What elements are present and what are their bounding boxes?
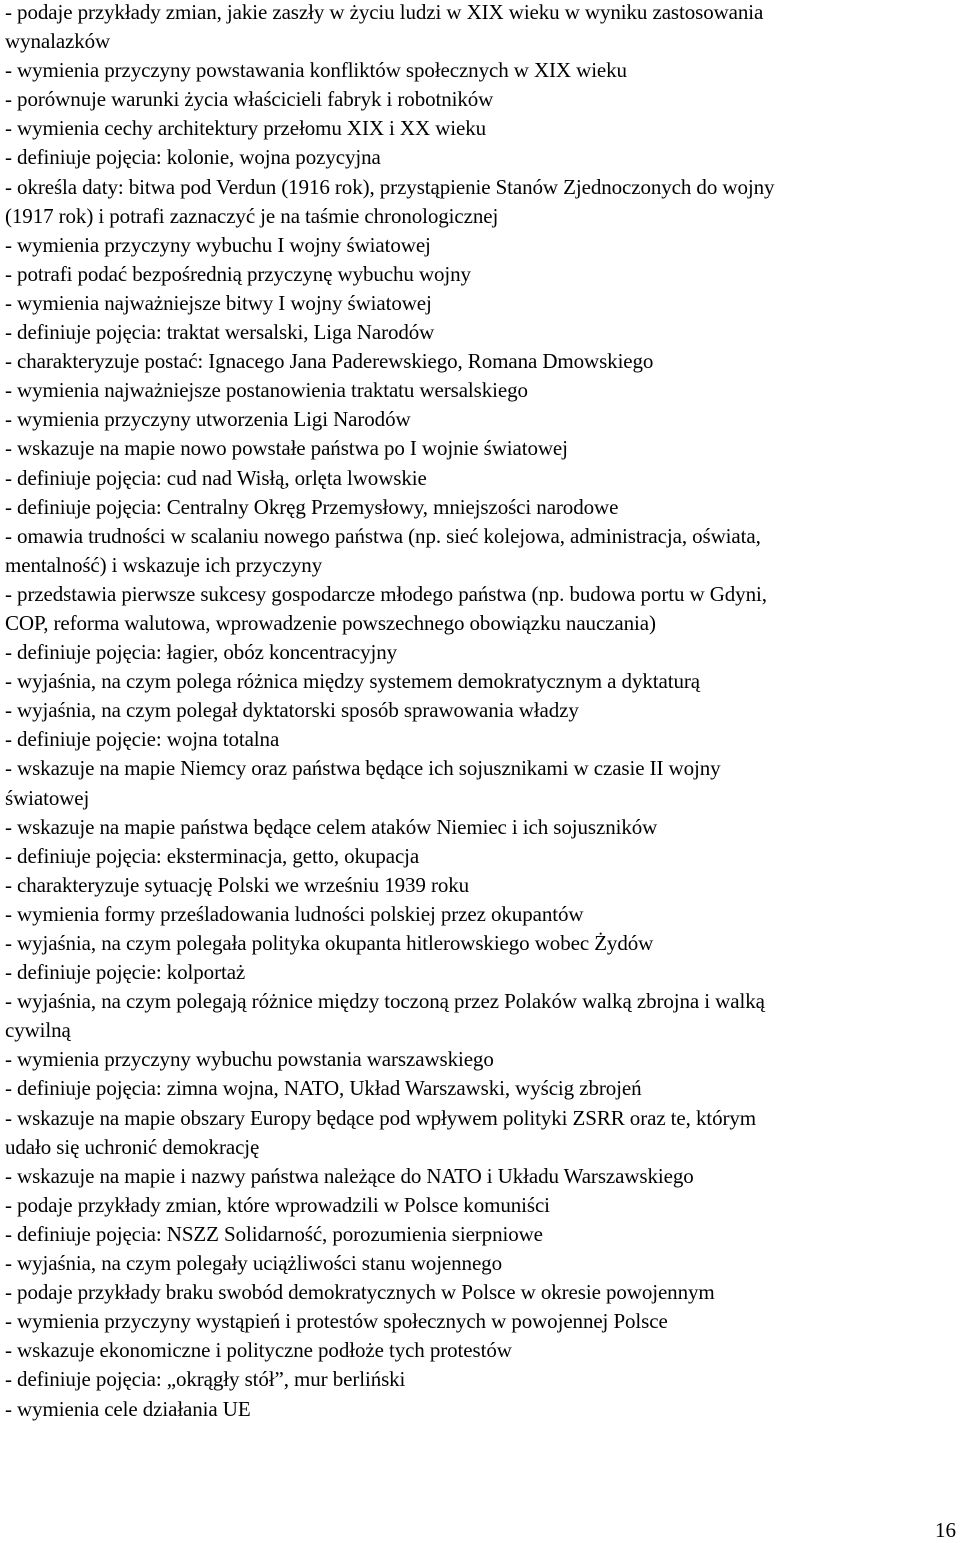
list-line: - wymienia przyczyny wybuchu powstania warszawskiego: [5, 1047, 494, 1072]
list-line: światowej: [5, 785, 90, 810]
list-line: wynalazków: [5, 29, 111, 54]
list-line: - wymienia przyczyny wybuchu I wojny światowej: [5, 232, 431, 257]
list-line: mentalność) i wskazuje ich przyczyny: [5, 552, 323, 577]
list-line: - wskazuje na mapie nowo powstałe państwa po I wojnie światowej: [5, 436, 568, 461]
list-line: - definiuje pojęcia: zimna wojna, NATO, Układ Warszawski, wyścig zbrojeń: [5, 1076, 642, 1101]
list-line: udało się uchronić demokrację: [5, 1134, 260, 1159]
list-line: - wskazuje ekonomiczne i polityczne podłoże tych protestów: [5, 1338, 512, 1363]
list-line: cywilną: [5, 1018, 71, 1043]
list-line: - wskazuje na mapie obszary Europy będące pod wpływem polityki ZSRR oraz te, którym: [5, 1105, 757, 1130]
list-line: - potrafi podać bezpośrednią przyczynę wybuchu wojny: [5, 261, 471, 286]
list-line: - definiuje pojęcia: NSZZ Solidarność, porozumienia sierpniowe: [5, 1221, 543, 1246]
list-line: - podaje przykłady zmian, jakie zaszły w życiu ludzi w XIX wieku w wyniku zastosowania: [5, 0, 764, 24]
list-line: - charakteryzuje postać: Ignacego Jana Paderewskiego, Romana Dmowskiego: [5, 349, 654, 374]
list-line: - definiuje pojęcia: cud nad Wisłą, orlęta lwowskie: [5, 465, 427, 490]
requirements-list: [5, 0, 955, 1424]
list-line: - wyjaśnia, na czym polegała polityka okupanta hitlerowskiego wobec Żydów: [5, 931, 654, 955]
list-line: - wymienia przyczyny wystąpień i protestów społecznych w powojennej Polsce: [5, 1309, 668, 1334]
list-line: - podaje przykłady zmian, które wprowadzili w Polsce komuniści: [5, 1192, 550, 1217]
list-line: - wyjaśnia, na czym polegały uciążliwości stanu wojennego: [5, 1251, 502, 1276]
list-line: - wskazuje na mapie i nazwy państwa należące do NATO i Układu Warszawskiego: [5, 1163, 694, 1188]
list-line: - wskazuje na mapie państwa będące celem ataków Niemiec i ich sojuszników: [5, 814, 658, 839]
list-line: - określa daty: bitwa pod Verdun (1916 rok), przystąpienie Stanów Zjednoczonych do wojny: [5, 174, 775, 199]
list-line: - definiuje pojęcia: „okrągły stół”, mur berliński: [5, 1367, 406, 1392]
list-line: - wymienia najważniejsze bitwy I wojny światowej: [5, 290, 432, 315]
page-number: 16: [935, 1518, 956, 1542]
list-line: - definiuje pojęcia: kolonie, wojna pozycyjna: [5, 145, 381, 170]
list-line: (1917 rok) i potrafi zaznaczyć je na taśmie chronologicznej: [5, 203, 499, 228]
list-line: COP, reforma walutowa, wprowadzenie powszechnego obowiązku nauczania): [5, 610, 656, 635]
list-line: - porównuje warunki życia właścicieli fabryk i robotników: [5, 87, 494, 112]
list-line: - definiuje pojęcia: eksterminacja, getto, okupacja: [5, 843, 420, 868]
list-line: - definiuje pojęcie: kolportaż: [5, 960, 246, 985]
list-line: - charakteryzuje sytuację Polski we wrześniu 1939 roku: [5, 872, 470, 897]
list-line: - wskazuje na mapie Niemcy oraz państwa będące ich sojusznikami w czasie II wojny: [5, 756, 721, 781]
list-line: - wymienia najważniejsze postanowienia traktatu wersalskiego: [5, 378, 528, 403]
list-line: - wyjaśnia, na czym polega różnica między systemem demokratycznym a dyktaturą: [5, 669, 700, 694]
list-line: - przedstawia pierwsze sukcesy gospodarcze młodego państwa (np. budowa portu w Gdyni,: [5, 581, 767, 606]
list-line: - wymienia przyczyny powstawania konfliktów społecznych w XIX wieku: [5, 58, 627, 83]
list-line: - wymienia cechy architektury przełomu XIX i XX wieku: [5, 116, 487, 141]
list-line: - omawia trudności w scalaniu nowego państwa (np. sieć kolejowa, administracja, oświata,: [5, 523, 761, 548]
list-line: - wyjaśnia, na czym polegają różnice między toczoną przez Polaków walką zbrojna i walką: [5, 989, 765, 1014]
list-line: - wymienia formy prześladowania ludności polskiej przez okupantów: [5, 901, 584, 926]
list-line: - wymienia cele działania UE: [5, 1396, 251, 1421]
list-line: - wymienia przyczyny utworzenia Ligi Narodów: [5, 407, 411, 432]
list-line: - definiuje pojęcia: łagier, obóz koncentracyjny: [5, 640, 398, 665]
list-line: - definiuje pojęcia: Centralny Okręg Przemysłowy, mniejszości narodowe: [5, 494, 619, 519]
list-line: - definiuje pojęcia: traktat wersalski, Liga Narodów: [5, 320, 435, 345]
list-line: - definiuje pojęcie: wojna totalna: [5, 727, 280, 752]
list-line: - podaje przykłady braku swobód demokratycznych w Polsce w okresie powojennym: [5, 1280, 715, 1305]
list-line: - wyjaśnia, na czym polegał dyktatorski sposób sprawowania władzy: [5, 698, 579, 723]
